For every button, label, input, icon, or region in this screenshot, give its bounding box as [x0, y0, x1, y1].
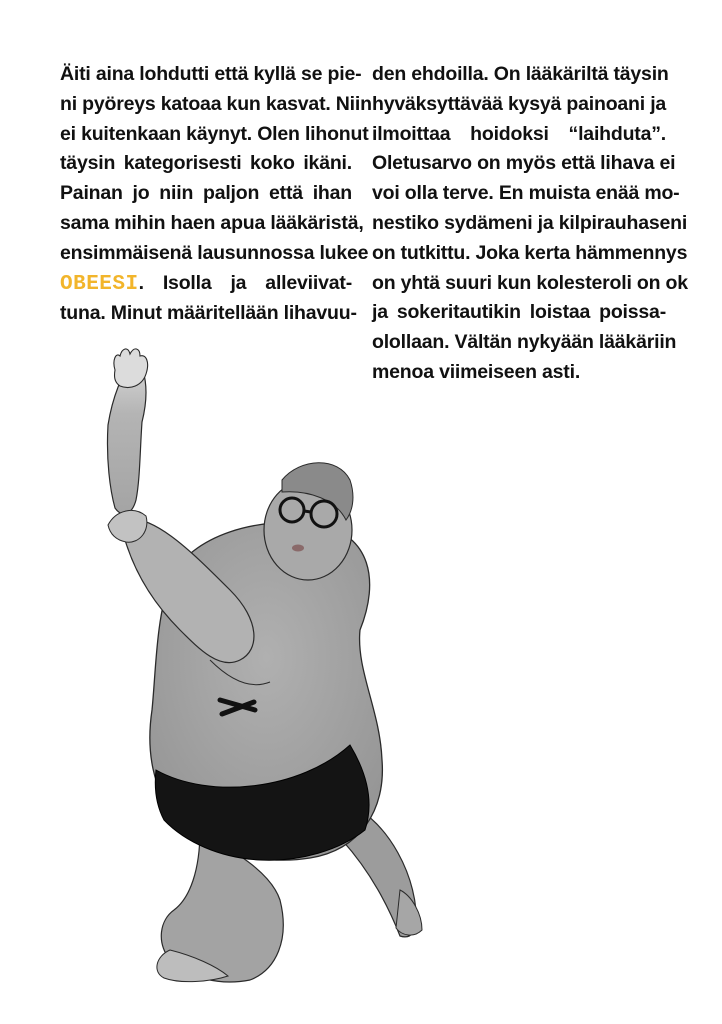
text-line: Painan jo niin paljon että ihan: [60, 182, 352, 205]
text-line: ensimmäisenä lausunnossa lukee: [60, 241, 369, 264]
text-line: den ehdoilla. On lääkäriltä täysin: [372, 63, 669, 85]
text-fragment: . Isolla ja alleviivat-: [138, 271, 352, 294]
text-line-with-highlight: [60, 269, 352, 300]
text-line: menoa viimeiseen asti.: [372, 360, 581, 383]
text-line: tuna. Minut määritellään lihavuu-: [60, 302, 357, 325]
text-line: sama mihin haen apua lääkäristä,: [60, 211, 364, 234]
kneeling-figure-illustration: [60, 330, 480, 1020]
text-line: ei kuitenkaan käynyt. Olen lihonut: [60, 122, 369, 145]
text-line: ja sokeritautikin loistaa poissa-: [372, 301, 666, 324]
text-line: ilmoittaa hoidoksi “laihduta”.: [372, 122, 666, 145]
text-line: hyväksyttävää kysyä painoani ja: [372, 92, 667, 115]
highlight-word: OBEESI: [60, 272, 139, 296]
text-line: Äiti aina lohdutti että kyllä se pie-: [60, 63, 362, 85]
text-line: on tutkittu. Joka kerta hämmennys: [372, 241, 688, 264]
left-text-column: [60, 60, 372, 329]
text-line: voi olla terve. En muista enää mo-: [372, 182, 680, 205]
text-line: täysin kategorisesti koko ikäni.: [60, 152, 352, 175]
text-line: nestiko sydämeni ja kilpirauhaseni: [372, 211, 688, 234]
text-line: on yhtä suuri kun kolesteroli on ok: [372, 271, 688, 294]
text-line: olollaan. Vältän nykyään lääkäriin: [372, 331, 677, 354]
text-line: Oletusarvo on myös että lihava ei: [372, 152, 676, 175]
text-line: ni pyöreys katoaa kun kasvat. Niin: [60, 92, 372, 115]
